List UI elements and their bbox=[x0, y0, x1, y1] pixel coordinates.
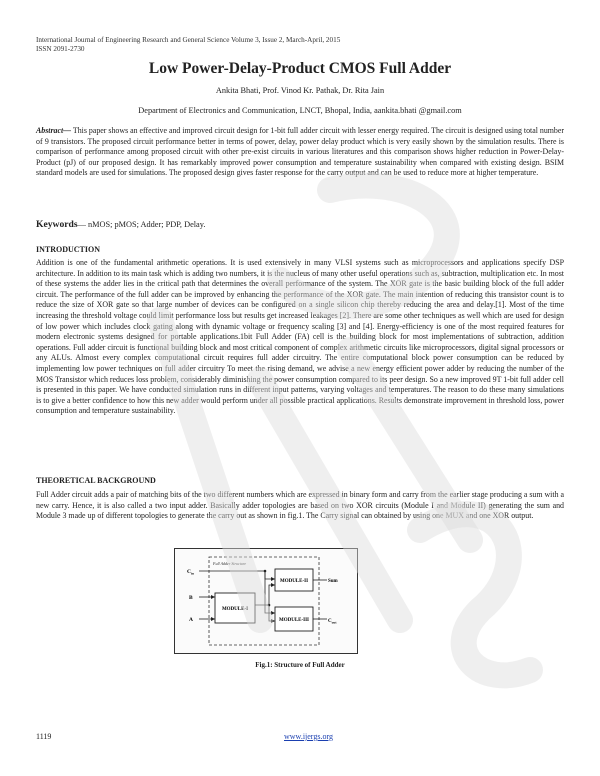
journal-header: International Journal of Engineering Research and General Science Volume 3, Issue 2, March-April, 2015 bbox=[36, 36, 341, 44]
introduction-text: Addition is one of the fundamental arithmetic operations. It is used extensively in many VLSI systems such as microprocessors and applications specify DSP architecture. In addition to its main task which is adding two numbers, it is the nucleus of many other useful operations such as, subtraction, multiplication etc. In most of these systems the adder lies in the critical path that determines the overall performance of the system. The XOR gate is the basic building block of the full adder circuit. The performance of the full adder can be improved by enhancing the performance of the XOR gate. The main intention of reducing this transistor count is to reduce the size of XOR gate so that large number of devices can be configured on a single silicon chip thereby reducing the area and delay.[1]. Most of the time increasing the threshold voltage could limit performance loss but results get increased leakages [2]. There are some other techniques as well which are used for design of low power which includes clock gating along with dynamic voltage or frequency scaling [3] and [4]. Energy-efficiency is one of the most required features for modern electronic systems designed for portable applications.1bit Full Adder (FA) cell is the building block for most implementations of subtraction, addition operations. Full adder circuit is functional building block and most critical component of complex arithmetic circuits like microprocessors, digital signal processors or any ALUs. Almost every complex computational circuit requires full adder circuitry. The entire computational block power consumption can be reduced by implementing low power techniques on full adder circuitry To meet the rising demand, we advise a new energy efficient power adder by reducing the number of the MOS Transistor which reduces loss problem, considerably diminishing the power consumption compared to its peer design. So a new improved 9T 1-bit full adder cell is presented in this paper. We have conducted simulation runs in different input patterns, varying voltages and temperatures. The reason to do these many simulations is to give a better confidence to how this new adder would perform under all possible practical applications. Results demonstrate improvement in threshold loss, power consumption and temperature sustainability. bbox=[36, 258, 564, 416]
cin-label: $C_{in}$ bbox=[187, 569, 194, 576]
boundary-label: Full Adder Structure bbox=[213, 561, 247, 566]
full-adder-diagram bbox=[175, 549, 357, 653]
page-number: 1119 bbox=[36, 732, 52, 741]
introduction-heading: INTRODUCTION bbox=[36, 245, 101, 254]
abstract-label: Abstract— bbox=[36, 126, 72, 135]
module-3-label: MODULE-III bbox=[278, 618, 310, 623]
keywords-label: Keywords bbox=[36, 219, 78, 230]
paper-authors: Ankita Bhati, Prof. Vinod Kr. Pathak, Dr. Rita Jain bbox=[215, 86, 385, 95]
sum-label: Sum bbox=[328, 579, 338, 584]
issn: ISSN 2091-2730 bbox=[36, 45, 85, 53]
figure-caption: Fig.1: Structure of Full Adder bbox=[255, 661, 345, 669]
keywords-text: — nMOS; pMOS; Adder; PDP, Delay. bbox=[77, 220, 206, 229]
module-1-label: MODULE-I bbox=[221, 607, 249, 612]
abstract bbox=[36, 126, 564, 179]
full-adder-figure bbox=[174, 548, 358, 654]
keywords bbox=[36, 220, 564, 231]
module-2-label: MODULE-II bbox=[279, 579, 309, 584]
input-b-label: B bbox=[189, 595, 193, 601]
theory-text: Full Adder circuit adds a pair of matching bits of the two different numbers which are expressed in binary form and carry from the earlier stage producing a sum with a new carry. Hence, it is also called a two input adder. Basically adder topologies are based on two XOR circuits (Module I and Module II) generating the sum and Module 3 made up of different topologies to generate the carry out as shown in fig.1. The Carry signal can obtained by using one MUX and one XOR output. bbox=[36, 490, 564, 521]
cout-label: $C_{out}$ bbox=[328, 619, 337, 625]
theory-heading: THEORETICAL BACKGROUND bbox=[36, 476, 156, 485]
input-a-label: A bbox=[189, 617, 193, 623]
abstract-text: This paper shows an effective and improved circuit design for 1-bit full adder circuit with lesser energy required. The circuit is designed using total number of 9 transistors. The proposed circuit performance better in terms of power, delay, power delay product which is very easily shown by the simulation results. There is comparison of performance among proposed circuit with other pre-exist circuits in various literatures and this comparison shows higher reduction in Power-Delay-Product (pJ) of our proposed design. It has remarkably improved power consumption and temperature sustainability when compared with existing design. BSIM standard models are used for simulations. The proposed design gives faster response for the carry output and can be used to reduce more at higher temperature. bbox=[36, 126, 564, 178]
paper-title: Low Power-Delay-Product CMOS Full Adder bbox=[148, 60, 452, 77]
paper-affiliation: Department of Electronics and Communication, LNCT, Bhopal, India, aankita.bhati @gmail.com bbox=[138, 106, 462, 115]
journal-url-link[interactable]: www.ijergs.org bbox=[284, 732, 333, 741]
